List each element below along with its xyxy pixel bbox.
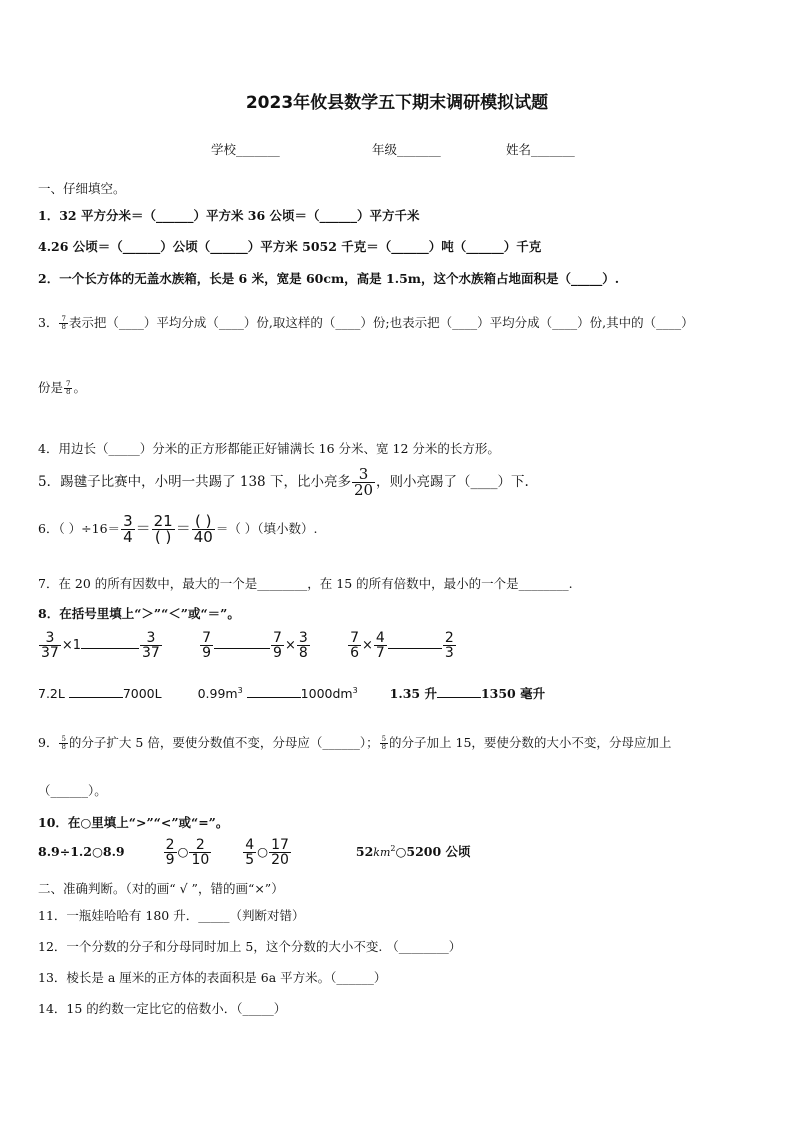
q9-fraction-1 — [59, 736, 67, 751]
q8-a-op: ×1 — [61, 638, 81, 653]
q3-frac-num: 7 — [61, 315, 66, 323]
q8-d1-den: 9 — [273, 645, 282, 661]
question-12: 12．一个分数的分子和分母同时加上 5，这个分数的大小不变. （________） — [38, 939, 462, 954]
q8-f-fraction — [443, 631, 456, 660]
school-field: 学校_______ — [211, 142, 280, 157]
q8-e1-den: 6 — [350, 645, 359, 661]
section-heading-2: 二、准确判断。（对的画“ √ ”，错的画“×”） — [38, 881, 284, 896]
q3-text: 表示把（____）平均分成（____）份,取这样的（____）份;也表示把（____）平均分成（____）份,其中的（____） — [68, 315, 694, 330]
q8-r2-d-sup: 3 — [352, 686, 358, 695]
q9-f1-den: 8 — [61, 743, 66, 751]
q6-f1-num: 3 — [123, 512, 133, 530]
q9-text1: 的分子扩大 5 倍，要使分数值不变，分母应（______）； — [68, 735, 379, 750]
q10-b2-den: 10 — [191, 852, 210, 868]
q10-a: 8.9÷1.2○8.9 — [38, 844, 125, 859]
q8-d2-fraction — [297, 631, 310, 660]
q5-fraction — [352, 467, 375, 498]
q8-d1-fraction — [271, 631, 284, 660]
question-8-row-1 — [38, 631, 457, 660]
q3-fraction-2 — [64, 381, 72, 396]
question-5 — [38, 467, 529, 498]
q6-prefix: 6．（ ）÷16＝ — [38, 521, 121, 536]
q10-c2-num: 17 — [271, 837, 289, 853]
q10-c-op: ○ — [257, 844, 269, 859]
q6-suffix: ＝（ ）（填小数）. — [215, 521, 318, 536]
q10-c1-den: 5 — [245, 852, 255, 868]
q10-d-unit: km — [373, 846, 391, 859]
q6-fraction-2 — [152, 514, 175, 545]
question-7: 7．在 20 的所有因数中，最大的一个是________，在 15 的所有倍数中，最小的一个是________. — [38, 576, 573, 591]
q8-b-den: 37 — [142, 645, 160, 661]
question-1a: 1．32 平方分米＝（______）平方米 36 公顷＝（______）平方千米 — [38, 208, 420, 223]
q8-r2-f: 1350 毫升 — [480, 686, 546, 702]
q9-text2: 的分子加上 15，要使分数的大小不变，分母应加上 — [389, 735, 672, 750]
q8-d2-num: 3 — [298, 630, 308, 646]
question-6: 6．（ ）÷16＝ $\frac{3}{4}$ ＝ $\frac{21}{( )}$ ＝ $\frac{( )}{40}$ ＝（ ）（填小数）. — [38, 512, 318, 546]
q6-fraction-3 — [192, 514, 215, 545]
q8-d-op: × — [284, 638, 296, 653]
question-8-row-2 — [38, 682, 545, 703]
question-11: 11．一瓶娃哈哈有 180 升．_____（判断对错） — [38, 908, 305, 923]
section-heading-1: 一、仔细填空。 — [38, 181, 126, 196]
question-8: 8．在括号里填上“＞”“＜”或“＝”。 — [38, 606, 240, 621]
q3-prefix: 3． — [38, 315, 59, 330]
q6-f3-num: ( ) — [192, 514, 215, 530]
q8-r2-c: 0.99m — [197, 686, 238, 702]
q3-line2-suffix: 。 — [73, 380, 86, 395]
q8-a-num: 3 — [39, 631, 61, 646]
q6-f2-num: 21 — [153, 512, 173, 530]
question-1b: 4.26 公顷＝（______）公顷（______）平方米 5052 千克＝（______）吨（______）千克 — [38, 239, 542, 254]
q3-frac2-den: 8 — [66, 388, 71, 396]
q6-f1-den: 4 — [123, 528, 133, 546]
question-14: 14．15 的约数一定比它的倍数小．（_____） — [38, 1001, 287, 1016]
q8-r2-b: 7000L — [122, 686, 162, 702]
q8-f-den: 3 — [444, 645, 454, 661]
q8-b-fraction — [140, 631, 162, 660]
q5-frac-den: 20 — [353, 481, 374, 499]
q8-d1-num: 7 — [273, 630, 282, 646]
q8-c-fraction — [200, 631, 213, 660]
q8-a-den: 37 — [41, 645, 59, 661]
q10-c2-fraction — [269, 838, 291, 867]
q3-fraction — [59, 316, 67, 331]
q9-f2-num: 5 — [381, 735, 387, 743]
question-4: 4．用边长（_____）分米的正方形都能正好铺满长 16 分米、宽 12 分米的长方形。 — [38, 441, 500, 456]
q8-r2-e: 1.35 升 — [389, 686, 437, 702]
question-13: 13．棱长是 a 厘米的正方体的表面积是 6a 平方米。（______） — [38, 970, 387, 985]
q8-b-num: 3 — [140, 631, 162, 646]
q9-f1-num: 5 — [61, 735, 66, 743]
q8-e1-num: 7 — [350, 630, 359, 646]
q5-text1: 5．踢毽子比赛中，小明一共踢了 138 下，比小亮多 — [38, 474, 351, 490]
question-10: 10．在○里填上“>”“<”或“=”。 — [38, 815, 229, 830]
q10-d-sup: 2 — [390, 843, 396, 853]
q10-b1-den: 9 — [165, 852, 175, 868]
question-10-row — [38, 838, 471, 867]
question-3 — [38, 314, 694, 332]
q10-c1-num: 4 — [245, 837, 255, 853]
q3-frac-den: 8 — [61, 323, 66, 331]
q8-r2-a: 7.2L — [38, 686, 65, 702]
question-9 — [38, 734, 671, 752]
q10-d-post: ○5200 公顷 — [395, 844, 471, 859]
q8-c-num: 7 — [202, 630, 212, 646]
q5-text2: ，则小亮踢了（____）下. — [376, 474, 529, 490]
q6-f3-den: 40 — [193, 528, 213, 546]
q8-r2-d: 1000dm — [300, 686, 353, 702]
q8-e1-fraction — [348, 631, 361, 660]
q10-b-op: ○ — [177, 844, 189, 859]
question-3-continued — [38, 379, 86, 397]
q6-fraction-1 — [121, 514, 135, 545]
q8-r2-c-sup: 3 — [237, 686, 243, 695]
q8-d2-den: 8 — [298, 645, 308, 661]
q8-c-den: 9 — [202, 645, 212, 661]
q8-e2-den: 7 — [375, 645, 385, 661]
q3-line2-prefix: 份是 — [38, 380, 64, 395]
q10-b1-fraction — [164, 838, 177, 867]
q9-f2-den: 8 — [381, 743, 387, 751]
q10-b2-num: 2 — [189, 838, 211, 853]
q8-e2-num: 4 — [375, 630, 385, 646]
q8-e-op: × — [361, 638, 373, 653]
grade-field: 年级_______ — [372, 142, 441, 157]
name-field: 姓名_______ — [506, 142, 575, 157]
page-title: 2023年攸县数学五下期末调研模拟试题 — [245, 93, 549, 113]
q6-f2-den: ( ) — [154, 528, 172, 546]
q8-f-num: 2 — [444, 630, 454, 646]
question-9-continued: （______）。 — [38, 783, 107, 798]
question-2: 2．一个长方体的无盖水族箱，长是 6 米，宽是 60cm，高是 1.5m，这个水族箱占地面积是（_____）. — [38, 271, 620, 286]
q10-d-pre: 52 — [355, 844, 374, 859]
q10-b2-fraction — [189, 838, 211, 867]
q5-frac-num: 3 — [352, 467, 375, 483]
q8-e2-fraction — [374, 631, 387, 660]
q10-c2-den: 20 — [271, 852, 289, 868]
q9-prefix: 9． — [38, 735, 59, 750]
q3-frac2-num: 7 — [66, 380, 71, 388]
q10-b1-num: 2 — [165, 837, 175, 853]
q9-fraction-2 — [380, 736, 388, 751]
q8-a-fraction — [39, 631, 61, 660]
q10-c1-fraction — [243, 838, 256, 867]
